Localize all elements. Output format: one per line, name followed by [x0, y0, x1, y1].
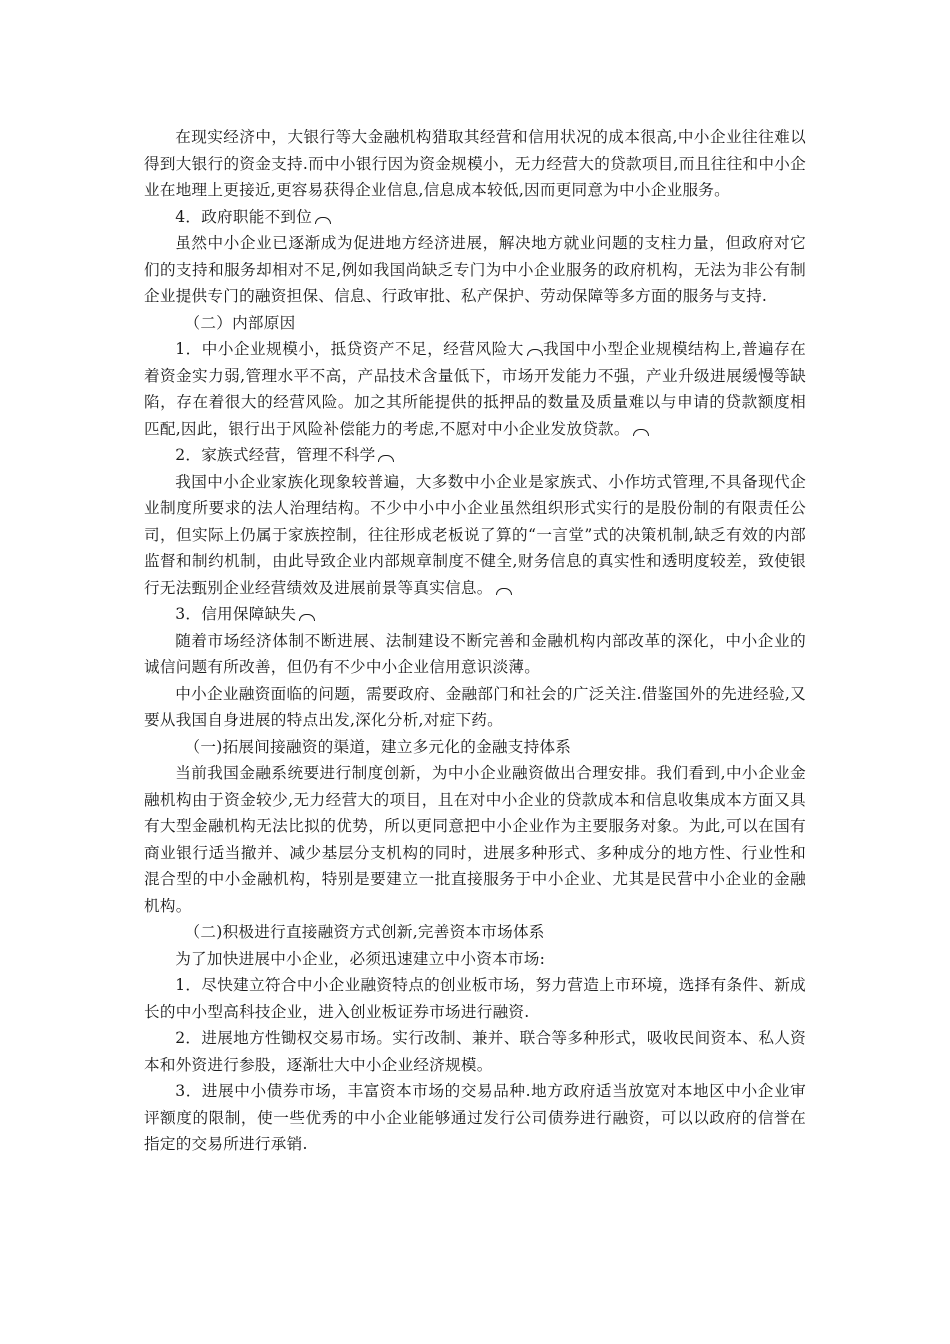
paragraph-text: 我国中小型企业规模结构上,普遍存在着资金实力弱,管理水平不高，产品技术含量低下，市场开发能力不强，产业升级进展缓慢等缺陷，存在着很大的经营风险。加之其所能提供的抵押品的数量及质量难以与申请的贷款额度相匹配,因此，银行出于风险补偿能力的考虑,不愿对中小企业发放贷款。	[144, 340, 806, 438]
section-heading-indirect-financing	[144, 734, 806, 761]
paragraph-text: 在现实经济中，大银行等大金融机构猎取其经营和信用状况的成本很高,中小企业往往难以得到大银行的资金支持.而中小银行因为资金规模小，无力经营大的贷款项目,而且往往和中小企业在地理上更接近,更容易获得企业信息,信息成本较低,因而更同意为中小企业服务。	[144, 128, 806, 199]
heading-text: （二）内部原因	[184, 313, 296, 332]
paragraph-financial-system-innovation	[144, 760, 806, 919]
document-body	[144, 124, 806, 1158]
paragraph-text: 随着市场经济体制不断进展、法制建设不断完善和金融机构内部改革的深化，中小企业的诚信问题有所改善，但仍有不少中小企业信用意识淡薄。	[144, 631, 806, 676]
heading-text: 3．信用保障缺失	[175, 605, 297, 623]
paragraph-financing-problems	[144, 681, 806, 734]
heading-text: 4．政府职能不到位	[175, 207, 313, 226]
paragraph-text: 虽然中小企业已逐渐成为促进地方经济进展，解决地方就业问题的支柱力量，但政府对它们的支持和服务却相对不足,例如我国尚缺乏专门为中小企业服务的政府机构，无法为非公有制企业提供专门的融资担保、信息、行政审批、私产保护、劳动保障等多方面的服务与支持.	[144, 234, 806, 305]
paragraph-mark-icon	[496, 588, 512, 595]
paragraph-mark-icon	[527, 349, 543, 356]
heading-government-role	[144, 204, 806, 231]
heading-text: （一)拓展间接融资的渠道，建立多元化的金融支持体系	[184, 737, 572, 756]
paragraph-bond-market	[144, 1078, 806, 1158]
paragraph-credit-awareness	[144, 628, 806, 681]
heading-text: 2．家族式经营，管理不科学	[175, 446, 376, 464]
paragraph-text: 当前我国金融系统要进行制度创新，为中小企业融资做出合理安排。我们看到,中小企业金融机构由于资金较少,无力经营大的项目，且在对中小企业的贷款成本和信息收集成本方面又具有大型金融机构无法比拟的优势，所以更同意把中小企业作为主要服务对象。为此,可以在国有商业银行适当撤并、减少基层分支机构的同时，进展多种形式、多种成分的地方性、行业性和混合型的中小金融机构，特别是要建立一批直接服务于中小企业、尤其是民营中小企业的金融机构。	[144, 764, 806, 915]
paragraph-government-support	[144, 230, 806, 310]
heading-text: （二)积极进行直接融资方式创新,完善资本市场体系	[184, 923, 545, 941]
heading-credit-guarantee	[144, 601, 806, 628]
paragraph-text: 3．进展中小债券市场，丰富资本市场的交易品种.地方政府适当放宽对本地区中小企业审评额度的限制，使一些优秀的中小企业能够通过发行公司债券进行融资，可以以政府的信誉在指定的交易所进行承销.	[144, 1082, 806, 1153]
paragraph-text: 1．尽快建立符合中小企业融资特点的创业板市场，努力营造上市环境，选择有条件、新成长的中小型高科技企业，进入创业板证券市场进行融资.	[144, 976, 806, 1021]
paragraph-mark-icon	[633, 429, 649, 436]
heading-text: 1．中小企业规模小，抵贷资产不足，经营风险大	[175, 340, 524, 358]
paragraph-growth-board	[144, 972, 806, 1025]
section-heading-internal-causes	[144, 310, 806, 337]
paragraph-family-business	[144, 469, 806, 602]
paragraph-bank-cost	[144, 124, 806, 204]
paragraph-text: 中小企业融资面临的问题，需要政府、金融部门和社会的广泛关注.借鉴国外的先进经验,又要从我国自身进展的特点出发,深化分析,对症下药。	[144, 684, 806, 729]
paragraph-capital-market-intro	[144, 946, 806, 973]
paragraph-mark-icon	[315, 217, 331, 224]
paragraph-text: 我国中小企业家族化现象较普遍，大多数中小企业是家族式、小作坊式管理,不具备现代企业制度所要求的法人治理结构。不少中小中小企业虽然组织形式实行的是股份制的有限责任公司，但实际上仍属于家族控制，往往形成老板说了算的“一言堂”式的决策机制,缺乏有效的内部监督和制约机制，由此导致企业内部规章制度不健全,财务信息的真实性和透明度较差，致使银行无法甄别企业经营绩效及进展前景等真实信息。	[144, 472, 806, 597]
paragraph-scale-risk	[144, 336, 806, 442]
heading-family-management	[144, 442, 806, 469]
paragraph-equity-exchange	[144, 1025, 806, 1078]
section-heading-direct-financing	[144, 919, 806, 946]
paragraph-mark-icon	[299, 614, 315, 621]
paragraph-text: 2．进展地方性锄权交易市场。实行改制、兼并、联合等多种形式，吸收民间资本、私人资本和外资进行参股，逐渐壮大中小企业经济规模。	[144, 1029, 806, 1074]
paragraph-text: 为了加快进展中小企业，必须迅速建立中小资本市场:	[175, 949, 546, 968]
paragraph-mark-icon	[378, 455, 394, 462]
